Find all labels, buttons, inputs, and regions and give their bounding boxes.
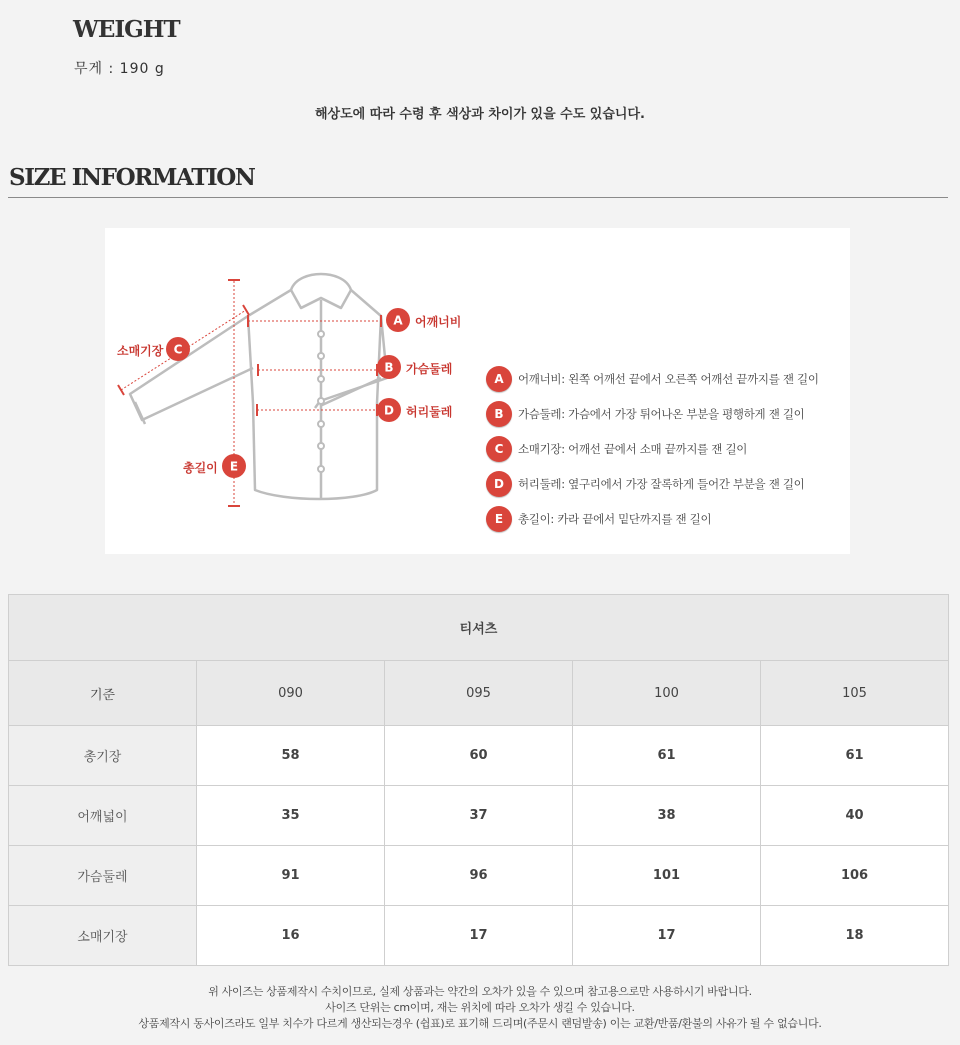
- footnote-line: 상품제작시 동사이즈라도 일부 치수가 다르게 생산되는경우 (쉽표)로 표기해 드리며(주문시 랜덤발송) 이는 교환/반품/환불의 사유가 될 수 없습니다.: [138, 1017, 822, 1030]
- label-shoulder-width: 어깨너비: [415, 315, 462, 329]
- legend-badge: D: [486, 471, 512, 497]
- legend-item: [486, 366, 819, 392]
- legend-text: 어깨너비: 왼쪽 어깨선 끝에서 오른쪽 어깨선 끝까지를 잰 길이: [518, 372, 819, 386]
- legend-text: 가슴둘레: 가슴에서 가장 튀어나온 부분을 평행하게 잰 길이: [518, 407, 805, 421]
- table-title-row: [9, 595, 949, 661]
- column-header: 105: [761, 661, 949, 726]
- table-cell: 101: [573, 846, 761, 906]
- label-sleeve-length: 소매기장: [117, 344, 164, 358]
- table-cell: 17: [573, 906, 761, 966]
- legend-text: 소매기장: 어깨선 끝에서 소매 끝까지를 잰 길이: [518, 442, 748, 456]
- column-header: 100: [573, 661, 761, 726]
- table-cell: 91: [197, 846, 385, 906]
- table-cell: 37: [385, 786, 573, 846]
- row-label: 소매기장: [9, 906, 197, 966]
- size-information-title: SIZE INFORMATION: [9, 164, 255, 191]
- svg-text:E: E: [229, 459, 239, 474]
- label-chest: 가슴둘레: [406, 362, 453, 376]
- table-row: [9, 726, 949, 786]
- table-cell: 58: [197, 726, 385, 786]
- table-cell: 60: [385, 726, 573, 786]
- shirt-outline: [130, 274, 387, 499]
- row-label: 어깨넓이: [9, 786, 197, 846]
- legend-badge: E: [486, 506, 512, 532]
- legend-item: [486, 471, 804, 497]
- legend-badge: C: [486, 436, 512, 462]
- row-label: 가슴둘레: [9, 846, 197, 906]
- weight-title: WEIGHT: [73, 16, 180, 43]
- row-label: 총기장: [9, 726, 197, 786]
- diagram-badges: [166, 308, 410, 478]
- table-cell: 106: [761, 846, 949, 906]
- table-row: [9, 846, 949, 906]
- svg-text:C: C: [173, 342, 183, 357]
- table-header-row: [9, 661, 949, 726]
- legend-item: [486, 401, 804, 427]
- column-header: 기준: [9, 661, 197, 726]
- footnote-line: 위 사이즈는 상품제작시 수치이므로, 실제 상품과는 약간의 오차가 있을 수 있으며 참고용으로만 사용하시기 바랍니다.: [208, 985, 752, 998]
- table-cell: 40: [761, 786, 949, 846]
- svg-text:B: B: [384, 360, 394, 375]
- color-notice: 해상도에 따라 수령 후 색상과 차이가 있을 수도 있습니다.: [315, 107, 645, 122]
- label-waist: 허리둘레: [406, 405, 453, 419]
- column-header: 090: [197, 661, 385, 726]
- table-cell: 38: [573, 786, 761, 846]
- legend-badge: A: [486, 366, 512, 392]
- table-cell: 16: [197, 906, 385, 966]
- legend-item: [486, 506, 711, 532]
- table-row: [9, 786, 949, 846]
- footnote-line: 사이즈 단위는 cm이며, 재는 위치에 따라 오차가 생길 수 있습니다.: [325, 1001, 635, 1014]
- legend-item: [486, 436, 747, 462]
- table-title: 티셔츠: [9, 595, 949, 661]
- size-table: [8, 594, 949, 966]
- column-header: 095: [385, 661, 573, 726]
- table-cell: 61: [573, 726, 761, 786]
- label-total-length: 총길이: [183, 461, 218, 475]
- table-cell: 61: [761, 726, 949, 786]
- size-diagram: [105, 228, 850, 554]
- svg-text:A: A: [393, 313, 403, 328]
- svg-text:D: D: [384, 403, 394, 418]
- table-cell: 35: [197, 786, 385, 846]
- table-row: [9, 906, 949, 966]
- legend-text: 총길이: 카라 끝에서 밑단까지를 잰 길이: [518, 512, 712, 526]
- legend-text: 허리둘레: 옆구리에서 가장 잘록하게 들어간 부분을 잰 길이: [518, 477, 805, 491]
- table-cell: 18: [761, 906, 949, 966]
- weight-value: 무게 : 190 g: [74, 61, 165, 77]
- table-cell: 17: [385, 906, 573, 966]
- section-divider: [8, 197, 948, 198]
- legend-badge: B: [486, 401, 512, 427]
- size-footnotes: [0, 984, 960, 1032]
- table-cell: 96: [385, 846, 573, 906]
